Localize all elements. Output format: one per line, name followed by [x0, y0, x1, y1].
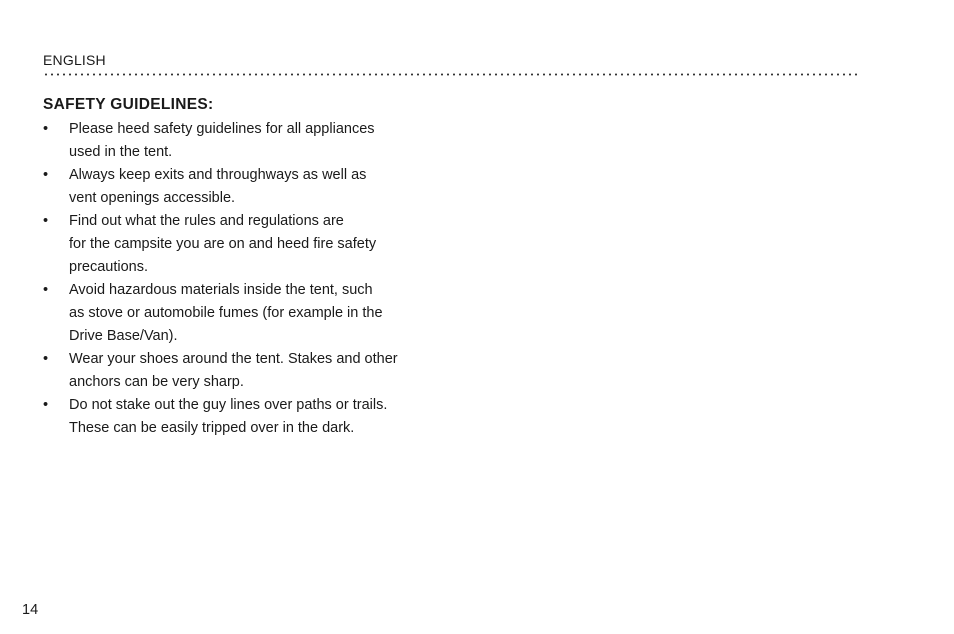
- guideline-text-line: anchors can be very sharp.: [69, 374, 244, 390]
- guideline-item: [43, 210, 443, 279]
- guideline-item: [43, 394, 443, 440]
- bullet-icon: •: [43, 351, 49, 367]
- guideline-text-line: Find out what the rules and regulations are: [69, 213, 344, 229]
- guideline-text-line: for the campsite you are on and heed fire safety: [69, 236, 377, 252]
- bullet-icon: •: [43, 397, 49, 413]
- safety-guidelines-list: [43, 118, 443, 440]
- guideline-item: [43, 279, 443, 348]
- guideline-text-line: as stove or automobile fumes (for example in the: [69, 305, 383, 321]
- guideline-text-line: Do not stake out the guy lines over paths or trails.: [69, 397, 388, 413]
- guideline-text-line: vent openings accessible.: [69, 190, 236, 206]
- guideline-text-line: Please heed safety guidelines for all appliances: [69, 121, 375, 137]
- guideline-text-line: Avoid hazardous materials inside the tent, such: [69, 282, 373, 298]
- guideline-item: [43, 348, 443, 394]
- bullet-icon: •: [43, 282, 49, 298]
- bullet-icon: •: [43, 121, 49, 137]
- page-number: 14: [22, 602, 39, 618]
- language-label: ENGLISH: [43, 52, 106, 68]
- guideline-text-line: Always keep exits and throughways as well as: [69, 167, 367, 183]
- guideline-text-line: precautions.: [69, 259, 148, 275]
- bullet-icon: •: [43, 167, 49, 183]
- section-title: SAFETY GUIDELINES:: [43, 96, 214, 113]
- guideline-text-line: Drive Base/Van).: [69, 328, 178, 344]
- guideline-item: [43, 164, 443, 210]
- guideline-item: [43, 118, 443, 164]
- dotted-divider: [43, 73, 860, 76]
- guideline-text-line: Wear your shoes around the tent. Stakes and other: [69, 351, 398, 367]
- guideline-text-line: used in the tent.: [69, 144, 173, 160]
- bullet-icon: •: [43, 213, 49, 229]
- guideline-text-line: These can be easily tripped over in the dark.: [69, 420, 355, 436]
